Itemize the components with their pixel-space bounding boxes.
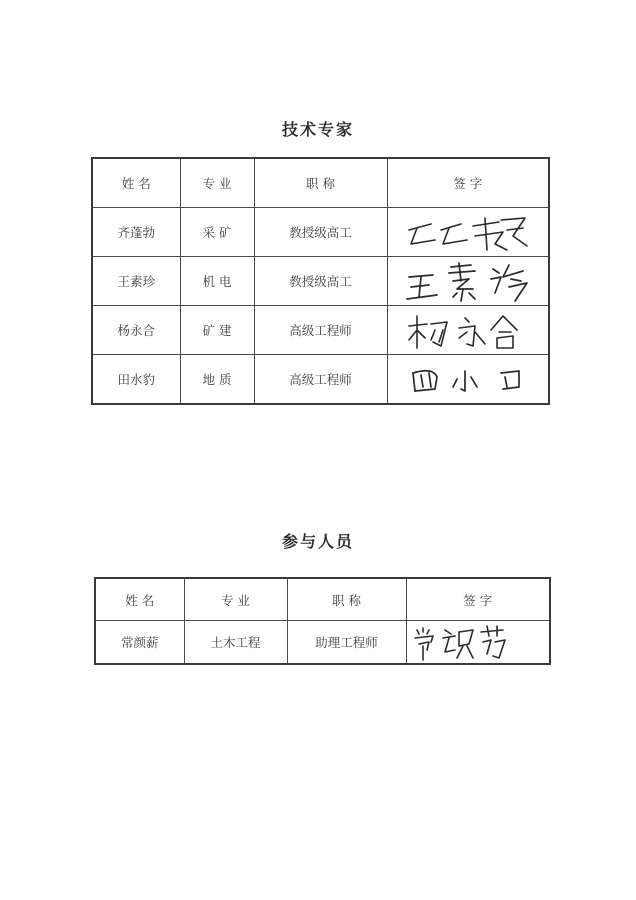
cell-major: 机 电	[180, 257, 254, 306]
cell-major: 矿 建	[180, 306, 254, 355]
participants-table	[94, 577, 551, 665]
header-signature: 签 字	[387, 158, 549, 208]
header-title: 职 称	[287, 578, 406, 621]
cell-title: 教授级高工	[254, 208, 387, 257]
header-name: 姓 名	[92, 158, 180, 208]
header-signature: 签 字	[406, 578, 550, 621]
header-major: 专 业	[184, 578, 287, 621]
table-row	[92, 257, 549, 306]
cell-name: 齐蓬勃	[92, 208, 180, 257]
table-header-row	[92, 158, 549, 208]
cell-major: 采 矿	[180, 208, 254, 257]
table-row	[92, 355, 549, 405]
cell-title: 助理工程师	[287, 621, 406, 665]
handwritten-signature	[403, 357, 533, 401]
header-title: 职 称	[254, 158, 387, 208]
cell-major: 土木工程	[184, 621, 287, 665]
header-major: 专 业	[180, 158, 254, 208]
cell-signature	[387, 208, 549, 257]
table-row	[95, 621, 550, 665]
handwritten-signature	[403, 259, 533, 303]
cell-name: 王素珍	[92, 257, 180, 306]
cell-name: 杨永合	[92, 306, 180, 355]
cell-title: 教授级高工	[254, 257, 387, 306]
experts-table	[91, 157, 550, 405]
cell-signature	[387, 306, 549, 355]
cell-title: 高级工程师	[254, 306, 387, 355]
cell-name: 常颜薪	[95, 621, 184, 665]
cell-signature	[387, 257, 549, 306]
table-row	[92, 306, 549, 355]
handwritten-signature	[403, 308, 533, 352]
cell-title: 高级工程师	[254, 355, 387, 405]
header-name: 姓 名	[95, 578, 184, 621]
participants-section-title: 参与人员	[281, 532, 354, 551]
table-row	[92, 208, 549, 257]
table-header-row	[95, 578, 550, 621]
cell-signature	[387, 355, 549, 405]
handwritten-signature	[403, 210, 533, 254]
experts-section-title: 技术专家	[281, 120, 354, 139]
cell-major: 地 质	[180, 355, 254, 405]
cell-signature	[406, 621, 550, 665]
handwritten-signature	[411, 622, 511, 662]
cell-name: 田水豹	[92, 355, 180, 405]
